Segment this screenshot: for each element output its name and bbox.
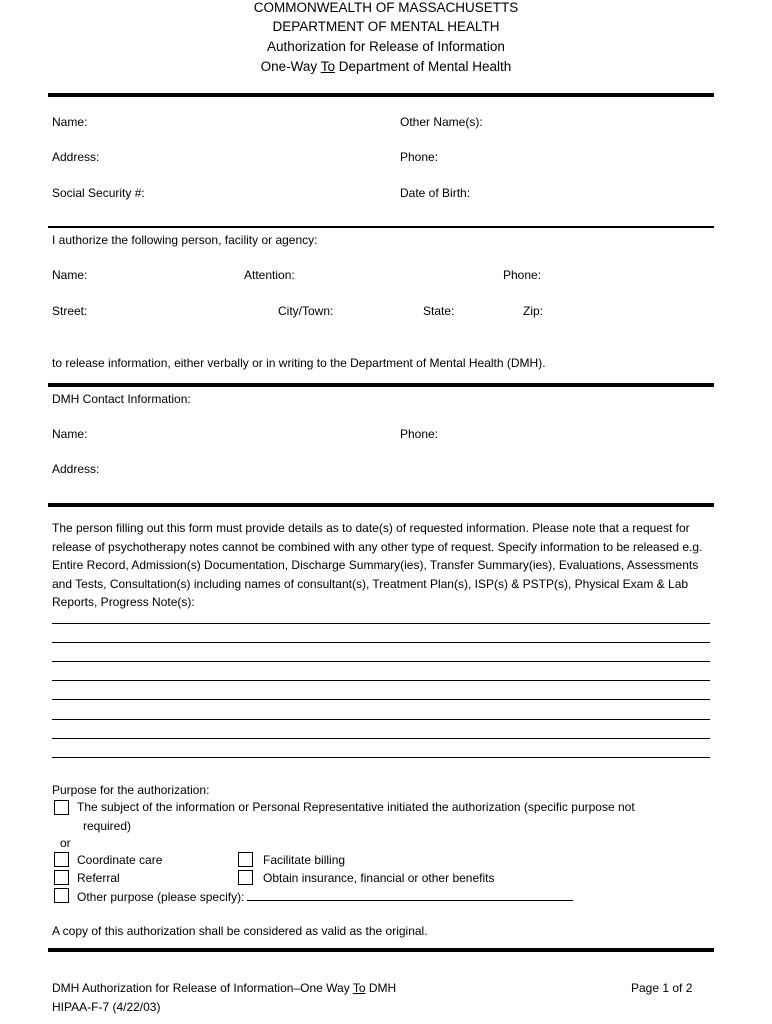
divider-release (48, 383, 714, 387)
dmh-address-label: Address: (52, 462, 100, 476)
dmh-contact-title: DMH Contact Information: (52, 392, 191, 406)
patient-ssn-label: Social Security #: (52, 186, 145, 200)
agency-street-label: Street: (52, 304, 88, 318)
agency-state-label: State: (423, 304, 455, 318)
footer-page-number: Page 1 of 2 (631, 981, 693, 995)
patient-dob-label: Date of Birth: (400, 186, 471, 200)
authorize-intro: I authorize the following person, facility or agency: (52, 233, 318, 247)
purpose-subject-label-2: required) (83, 819, 132, 833)
purpose-subject-checkbox[interactable] (54, 800, 69, 815)
copy-note: A copy of this authorization shall be considered as valid as the original. (52, 924, 428, 938)
header-direction (0, 60, 772, 74)
agency-attention-label: Attention: (244, 268, 295, 282)
coordinate-care-checkbox[interactable] (54, 852, 69, 867)
purpose-title: Purpose for the authorization: (52, 783, 210, 797)
dmh-name-label: Name: (52, 427, 88, 441)
footer-form-title-pre: DMH Authorization for Release of Information–One Way (52, 981, 353, 995)
details-line-1[interactable] (52, 623, 710, 624)
details-line-7[interactable] (52, 738, 710, 739)
header-direction-post: Department of Mental Health (334, 59, 512, 74)
purpose-or: or (60, 836, 71, 850)
header-department: DEPARTMENT OF MENTAL HEALTH (272, 19, 500, 34)
patient-other-names-label: Other Name(s): (400, 115, 483, 129)
details-line-8[interactable] (52, 757, 710, 758)
details-paragraph: The person filling out this form must provide details as to date(s) of requested information. Please note that a request for release of psychotherapy notes cannot be combined with any other type of request. Specify information to be released e.g. Entire Record, Admission(s) Documentation, Discharge Summary(ies), Transfer Summary(ies), Evaluations, Assessments and Tests, Consultation(s) including names of consultant(s), Treatment Plan(s), ISP(s) & PSTP(s), Physical Exam & Lab Reports, Progress Note(s): (52, 521, 703, 609)
facilitate-billing-label: Facilitate billing (263, 853, 346, 867)
header-direction-to: To (320, 59, 335, 74)
divider-patient (48, 226, 714, 228)
other-purpose-checkbox[interactable] (54, 888, 69, 903)
obtain-insurance-label: Obtain insurance, financial or other benefits (263, 871, 495, 885)
details-line-4[interactable] (52, 680, 710, 681)
referral-label: Referral (77, 871, 120, 885)
agency-zip-label: Zip: (523, 304, 544, 318)
divider-bottom (48, 948, 714, 952)
other-purpose-label: Other purpose (please specify): (77, 890, 245, 904)
divider-dmh (48, 503, 714, 507)
footer-form-title-to: To (352, 981, 366, 995)
patient-phone-label: Phone: (400, 150, 439, 164)
header-direction-pre: One-Way (260, 59, 321, 74)
divider-top (48, 93, 714, 97)
agency-city-label: City/Town: (278, 304, 334, 318)
patient-name-label: Name: (52, 115, 88, 129)
details-line-3[interactable] (52, 661, 710, 662)
purpose-subject-label-1: The subject of the information or Personal Representative initiated the authorization (specific purpose not (77, 800, 635, 814)
details-line-5[interactable] (52, 699, 710, 700)
header-agency: COMMONWEALTH OF MASSACHUSETTS (253, 0, 519, 15)
release-statement: to release information, either verbally or in writing to the Department of Mental Health (DMH). (52, 356, 546, 370)
footer-form-title (52, 982, 396, 994)
referral-checkbox[interactable] (54, 870, 69, 885)
facilitate-billing-checkbox[interactable] (238, 852, 253, 867)
header-form-title: Authorization for Release of Information (267, 39, 505, 54)
other-purpose-input[interactable] (247, 890, 573, 901)
footer-form-code: HIPAA-F-7 (4/22/03) (52, 1000, 161, 1014)
coordinate-care-label: Coordinate care (77, 853, 163, 867)
agency-name-label: Name: (52, 268, 88, 282)
details-line-6[interactable] (52, 719, 710, 720)
patient-address-label: Address: (52, 150, 100, 164)
agency-phone-label: Phone: (503, 268, 542, 282)
dmh-phone-label: Phone: (400, 427, 439, 441)
footer-form-title-post: DMH (365, 981, 397, 995)
details-line-2[interactable] (52, 642, 710, 643)
other-purpose-row (77, 890, 573, 903)
obtain-insurance-checkbox[interactable] (238, 870, 253, 885)
